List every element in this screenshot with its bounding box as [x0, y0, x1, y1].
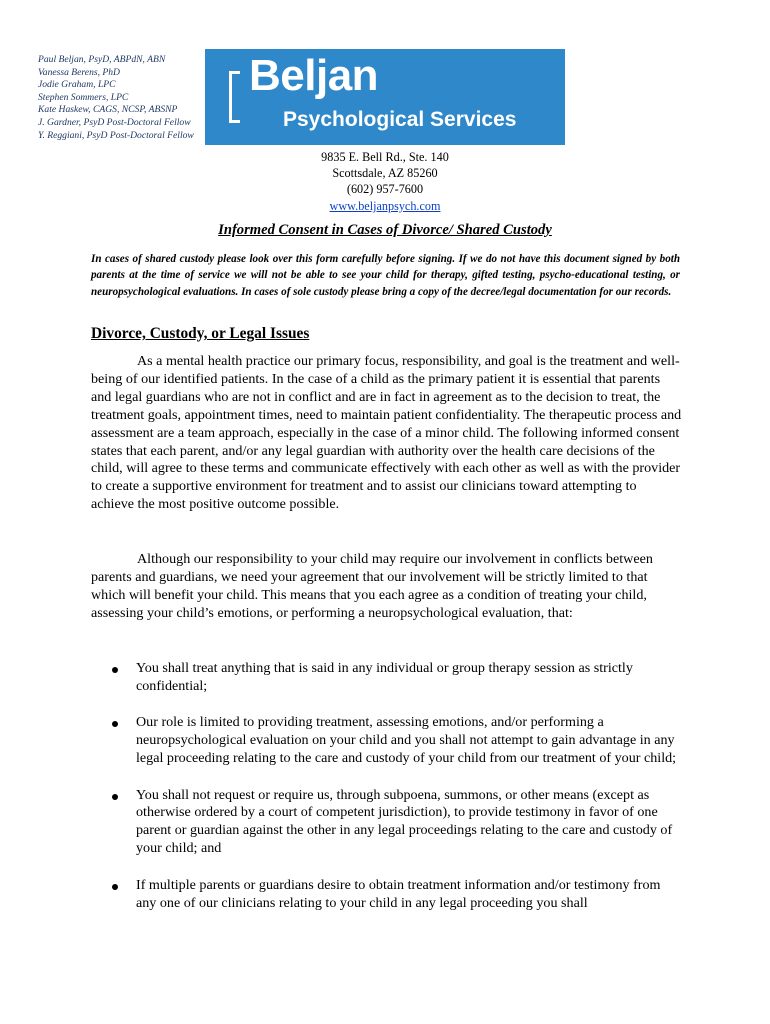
bullet-icon — [112, 721, 118, 727]
website-link[interactable]: www.beljanpsych.com — [329, 198, 441, 213]
logo-bracket — [229, 71, 240, 123]
address-block — [300, 149, 470, 214]
document-title: Informed Consent in Cases of Divorce/ Shared Custody — [218, 222, 552, 238]
staff-name: Vanessa Berens, PhD — [38, 66, 120, 78]
section-heading: Divorce, Custody, or Legal Issues — [91, 325, 310, 342]
intro-notice: In cases of shared custody please look over this form carefully before signing. If we do not have this document signed by both parents at the time of service we will not be able to see your child for therapy, gifted testing, psycho-educational testing, or neuropsychological evaluations. In cases of sole custody please bring a copy of the decree/legal documentation for our records. — [91, 253, 680, 298]
bullet-icon — [112, 794, 118, 800]
body-paragraph: As a mental health practice our primary focus, responsibility, and goal is the treatment and well-being of our identified patients. In the case of a child as the primary patient it is essential that parents and legal guardians who are not in conflict and are in fact in agreement as to the decision to treat, the treatment goals, appointment times, need to maintain patient confidentiality. The therapeutic process and assessment are a team approach, especially in the case of a minor child. The following informed consent states that each parent, and/or any legal guardian with authority over the health care decisions of the child, will agree to these terms and communicate effectively with each other as well as with the provider to create a supportive environment for treatment and to assist our clinicians toward attempting to achieve the most positive outcome possible. — [91, 353, 682, 513]
staff-name: Paul Beljan, PsyD, ABPdN, ABN — [38, 54, 166, 65]
staff-name: Kate Haskew, CAGS, NCSP, ABSNP — [38, 104, 178, 116]
bullet-icon — [112, 884, 118, 890]
list-item-text: Our role is limited to providing treatment, assessing emotions, and/or performing a neuropsychological evaluation on your child and you shall not attempt to gain advantage in any legal proceeding relating to the care and custody of your child from our treatment of your child; — [136, 714, 677, 767]
staff-name: Y. Reggiani, PsyD Post-Doctoral Fellow — [38, 129, 194, 141]
bullet-icon — [112, 667, 118, 673]
address-phone: (602) 957-7600 — [346, 182, 424, 197]
list-item — [91, 877, 683, 913]
address-city: Scottsdale, AZ 85260 — [332, 166, 438, 181]
list-item — [91, 787, 683, 859]
address-street: 9835 E. Bell Rd., Ste. 140 — [321, 150, 449, 164]
body-paragraph: Although our responsibility to your child may require our involvement in conflicts between parents and guardians, we need your agreement that our involvement will be strictly limited to that which will benefit your child. This means that you each agree as a condition of treating your child, assessing your child’s emotions, or performing a neuropsychological evaluation, that: — [91, 551, 653, 621]
list-item-text: If multiple parents or guardians desire to obtain treatment information and/or testimony from any one of our clinicians relating to your child in any legal proceeding you shall — [136, 876, 661, 911]
list-item-text: You shall treat anything that is said in any individual or group therapy session as strictly confidential; — [136, 660, 633, 694]
list-item — [91, 714, 683, 768]
logo-subtitle: Psychological Services — [283, 108, 517, 131]
staff-name: J. Gardner, PsyD Post-Doctoral Fellow — [38, 116, 191, 128]
list-item — [91, 660, 683, 696]
logo-name: Beljan — [249, 51, 379, 100]
company-logo — [205, 49, 565, 145]
list-item-text: You shall not request or require us, through subpoena, summons, or other means (except as otherwise ordered by a court of competent jurisdiction), to provide testimony in favor of one parent or guardian against the other in any legal proceedings relating to the care and custody of your child; and — [136, 786, 673, 857]
staff-name: Jodie Graham, LPC — [38, 79, 116, 91]
staff-list — [38, 54, 194, 142]
conditions-list — [91, 660, 683, 931]
staff-name: Stephen Sommers, LPC — [38, 91, 129, 103]
